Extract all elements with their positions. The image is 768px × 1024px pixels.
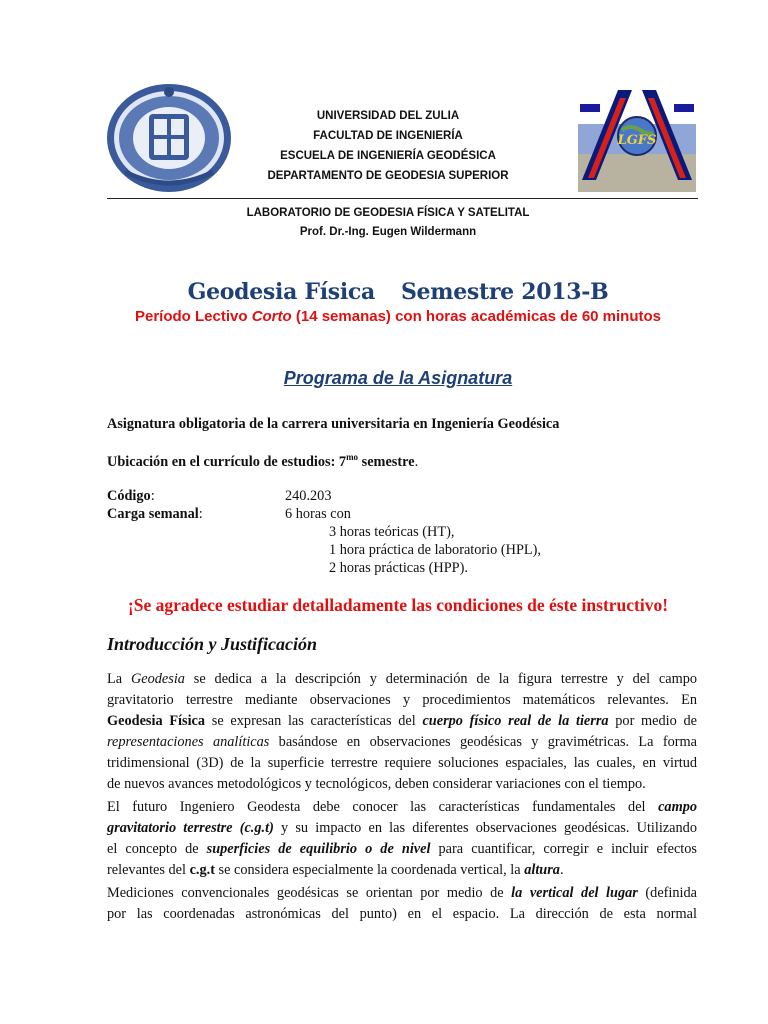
periodo-italic: Corto	[251, 308, 292, 325]
ubicacion-label: Ubicación en el currículo de estudios: 7	[107, 453, 347, 470]
aviso-importante: ¡Se agradece estudiar detalladamente las condiciones de éste instructivo!	[127, 595, 669, 615]
carga-row: Carga semanal:	[107, 506, 203, 522]
codigo-row: Código:	[107, 488, 155, 504]
asignatura-obligatoria: Asignatura obligatoria de la carrera universitaria en Ingeniería Geodésica	[107, 416, 560, 432]
page-title	[150, 279, 646, 305]
carga-label: Carga semanal	[107, 506, 199, 522]
paragraph-1: La Geodesia se dedica a la descripción y determinación de la figura terrestre y del campo gravitatorio terrestre mediante observaciones y procedimientos matemáticos relevantes. En Geodesia Física se expresan las características del cuerpo físico real de la tierra por medio de representaciones analíticas basándose en observaciones geodésicas y gravimétricas. La forma tridimensional (3D) de la superficie terrestre requiere soluciones espaciales, las cuales, en virtud de nuevos avances metodológicos y tecnológicos, deben considerar variaciones con el tiempo.	[107, 671, 698, 792]
professor-name: Prof. Dr.-Ing. Eugen Wildermann	[299, 226, 477, 238]
periodo-pre: Período Lectivo	[134, 308, 252, 325]
introduccion-heading: Introducción y Justificación	[107, 634, 318, 654]
header-divider	[107, 198, 698, 199]
university-seal-logo	[105, 82, 233, 194]
ubicacion-curriculo	[107, 452, 418, 471]
periodo-lectivo	[110, 308, 686, 325]
school-name: ESCUELA DE INGENIERÍA GEODÉSICA	[280, 150, 496, 162]
codigo-label: Código	[107, 488, 151, 504]
carga-item-hpp: 2 horas prácticas (HPP).	[329, 560, 468, 576]
laboratory-name: LABORATORIO DE GEODESIA FÍSICA Y SATELITAL	[246, 207, 530, 219]
ubicacion-period: .	[414, 453, 419, 470]
geodesia-fisica-term: Geodesia Física	[107, 713, 206, 729]
carga-item-ht: 3 horas teóricas (HT),	[329, 524, 455, 540]
paragraph-3: Mediciones convencionales geodésicas se orientan por medio de la vertical del lugar (definida por las coordenadas astronómicas del punto) en el espacio. La dirección de esta normal	[107, 885, 698, 922]
programa-heading: Programa de la Asignatura	[283, 368, 513, 388]
periodo-post: (14 semanas) con horas académicas de 60 minutos	[291, 308, 662, 325]
ubicacion-post: semestre	[358, 453, 415, 470]
course-name: Geodesia Física	[187, 279, 375, 305]
paragraph-2: El futuro Ingeniero Geodesta debe conocer las características fundamentales del campo gravitatorio terrestre (c.g.t) y su impacto en las diferentes observaciones geodésicas. Utilizando el concepto de superficies de equilibrio o de nivel para cuantificar, corregir e incluir efectos relevantes del c.g.t se considera especialmente la coordenada vertical, la altura.	[107, 799, 697, 878]
carga-value: 6 horas con	[285, 506, 351, 522]
university-name: UNIVERSIDAD DEL ZULIA	[316, 110, 460, 122]
logo-text: LGFS	[617, 133, 657, 148]
semester-label: Semestre 2013-B	[400, 279, 609, 305]
lgfs-laboratory-logo	[578, 84, 696, 192]
carga-item-hpl: 1 hora práctica de laboratorio (HPL),	[329, 542, 541, 558]
faculty-name: FACULTAD DE INGENIERÍA	[313, 130, 463, 142]
geodesia-term: Geodesia	[130, 671, 185, 687]
department-name: DEPARTAMENTO DE GEODESIA SUPERIOR	[267, 170, 509, 182]
ubicacion-sup: mo	[346, 452, 359, 462]
codigo-value: 240.203	[285, 488, 332, 504]
